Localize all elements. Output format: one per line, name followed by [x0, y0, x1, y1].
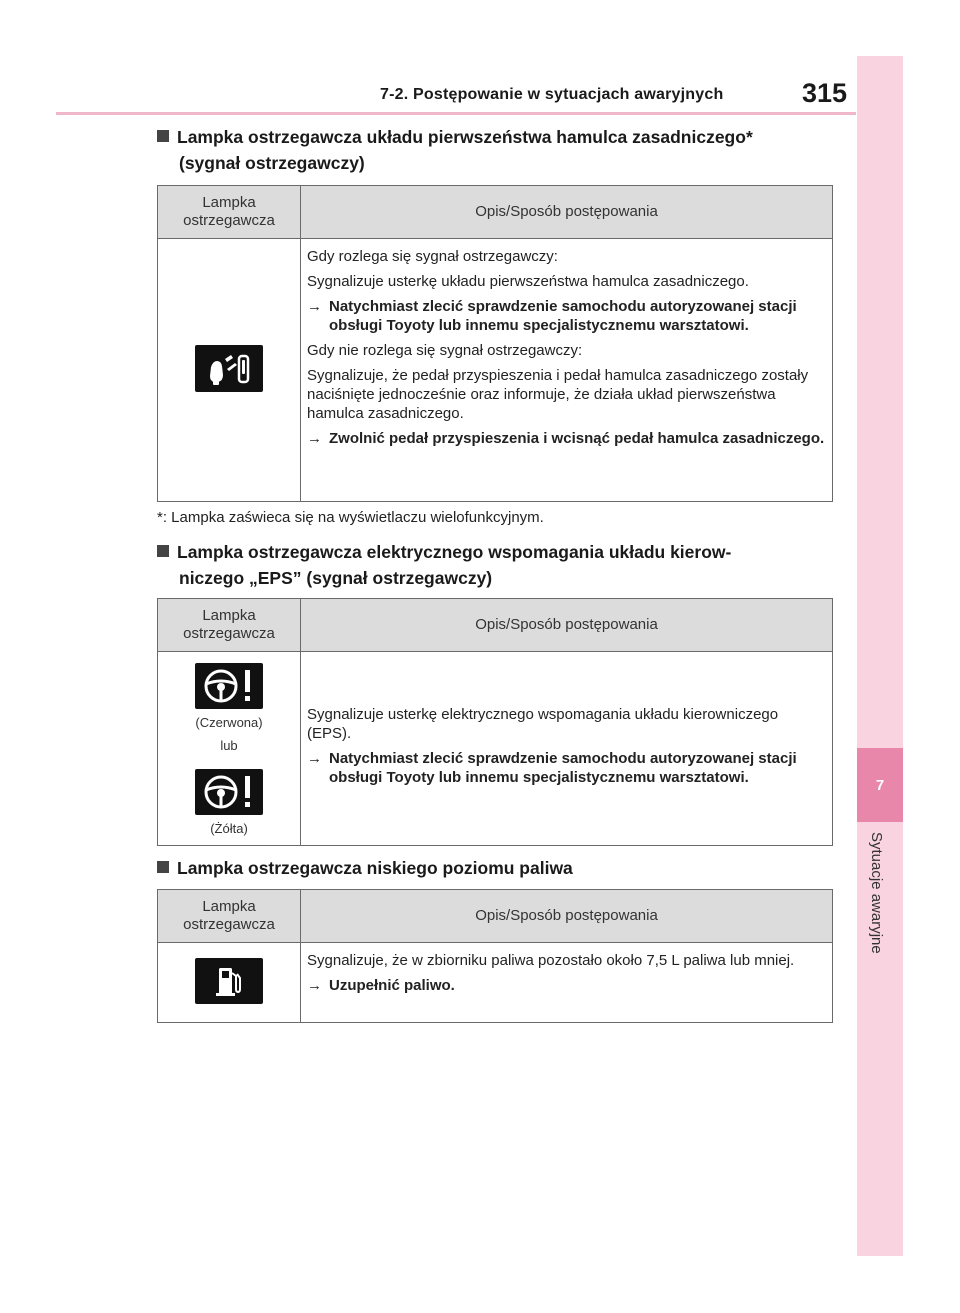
- page-number: 315: [802, 78, 848, 108]
- eps-table: [157, 598, 833, 846]
- description-cell: Gdy rozlega się sygnał ostrzegawczy: Sygnalizuje usterkę układu pierwszeństwa hamulca zasadniczego. → Natychmiast zlecić sprawdzenie samochodu autoryzowanej stacji obsługi Toyoty lub innemu specjalistycznemu warsztatowi. Gdy nie rozlega się sygnał ostrzegawczy: Sygnalizuje, że pedał przyspieszenia i pedał hamulca zasadniczego zostały naciśnięte jednocześnie oraz informuje, że działa układ pierwszeństwa hamulca zasadniczego. → Zwolnić pedał przyspieszenia i wcisnąć pedał hamulca zasadniczego.: [301, 239, 833, 502]
- col-header-description: Opis/Sposób postępowania: [301, 186, 833, 239]
- section-heading-eps: Lampka ostrzegawcza elektrycznego wspomagania układu kierow- niczego „EPS” (sygnał ostrzegawczy): [157, 539, 837, 591]
- steering-warning-icon: [195, 769, 263, 815]
- lamp-cell: [158, 652, 301, 846]
- caption-red: (Czerwona): [195, 715, 263, 730]
- col-header-lamp: Lampka ostrzegawcza: [158, 186, 301, 239]
- caption-yellow: (Żółta): [210, 821, 248, 836]
- section-heading-fuel: Lampka ostrzegawcza niskiego poziomu paliwa: [157, 855, 837, 881]
- bullet-square-icon: [157, 861, 169, 873]
- chapter-side-label: Sytuacje awaryjne: [868, 832, 885, 954]
- col-header-description: Opis/Sposób postępowania: [301, 890, 833, 943]
- footnote: *: Lampka zaświeca się na wyświetlaczu wielofunkcyjnym.: [157, 509, 544, 526]
- col-header-lamp: Lampka ostrzegawcza: [158, 599, 301, 652]
- brake-override-icon: [195, 345, 263, 392]
- action-item: → Natychmiast zlecić sprawdzenie samochodu autoryzowanej stacji obsługi Toyoty lub innemu specjalistycznemu warsztatowi.: [307, 749, 797, 786]
- header-divider: [56, 112, 856, 115]
- bullet-square-icon: [157, 545, 169, 557]
- lamp-cell: [158, 239, 301, 502]
- steering-warning-icon: [195, 663, 263, 709]
- lamp-cell: [158, 943, 301, 1023]
- chapter-number-tab[interactable]: 7: [857, 748, 903, 822]
- col-header-lamp: Lampka ostrzegawcza: [158, 890, 301, 943]
- side-tab-strip: [857, 56, 903, 1256]
- section-heading-brake-override: Lampka ostrzegawcza układu pierwszeństwa hamulca zasadniczego* (sygnał ostrzegawczy): [157, 124, 837, 176]
- description-cell: Sygnalizuje, że w zbiorniku paliwa pozostało około 7,5 L paliwa lub mniej. → Uzupełnić paliwo.: [301, 943, 833, 1023]
- description-cell: Sygnalizuje usterkę elektrycznego wspomagania układu kierowniczego (EPS). → Natychmiast zlecić sprawdzenie samochodu autoryzowanej stacji obsługi Toyoty lub innemu specjalistycznemu warsztatowi.: [301, 652, 833, 846]
- col-header-description: Opis/Sposób postępowania: [301, 599, 833, 652]
- brake-override-table: [157, 185, 833, 502]
- fuel-table: [157, 889, 833, 1023]
- caption-or: lub: [220, 738, 238, 753]
- fuel-pump-icon: [195, 958, 263, 1004]
- chapter-title: 7-2. Postępowanie w sytuacjach awaryjnych: [380, 86, 724, 103]
- bullet-square-icon: [157, 130, 169, 142]
- action-item: → Zwolnić pedał przyspieszenia i wcisnąć pedał hamulca zasadniczego.: [307, 430, 825, 447]
- action-item: → Natychmiast zlecić sprawdzenie samochodu autoryzowanej stacji obsługi Toyoty lub innemu specjalistycznemu warsztatowi.: [307, 298, 797, 334]
- action-item: → Uzupełnić paliwo.: [307, 977, 455, 994]
